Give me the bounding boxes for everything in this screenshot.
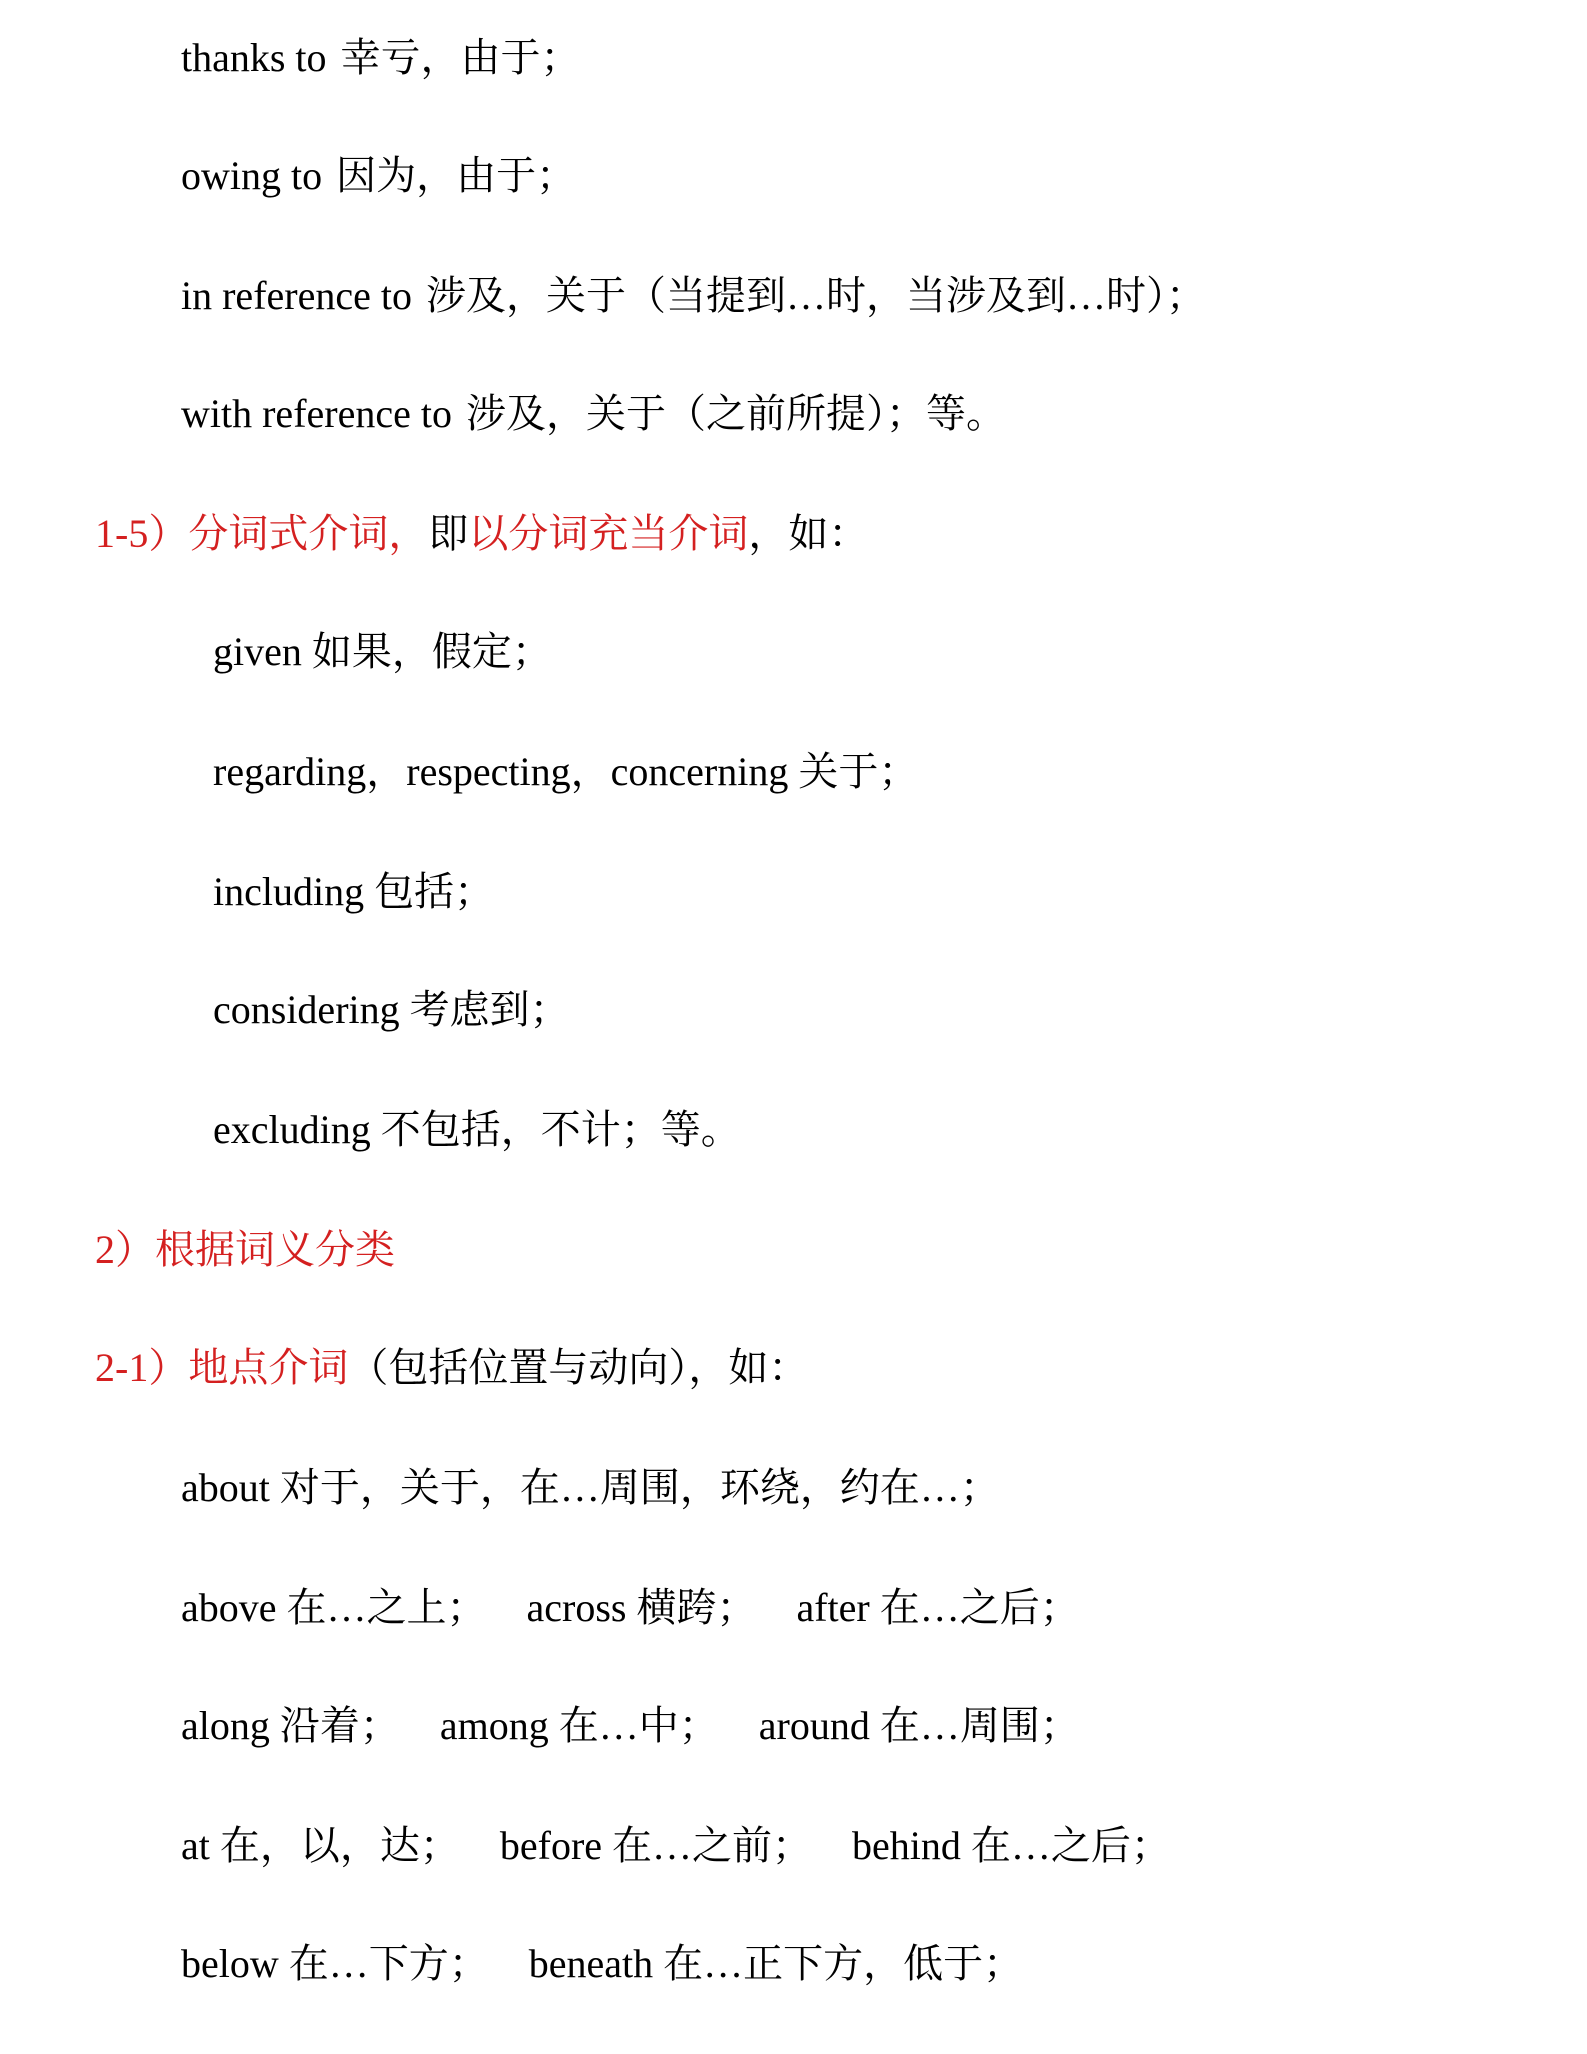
- vocab-meaning: 涉及，关于（之前所提）；等。: [465, 391, 1006, 436]
- vocab-entry-at: at 在，以，达；: [181, 1823, 460, 1868]
- vocab-entry: given 如果，假定；: [213, 629, 552, 674]
- heading-red-part-1: 1-5）分词式介词，: [95, 511, 429, 556]
- vocab-line-below-beneath: [0, 1940, 1023, 1988]
- vocab-entry-among: among 在…中；: [439, 1703, 719, 1748]
- vocab-entry-above: above 在…之上；: [181, 1585, 487, 1630]
- vocab-entry-across: across 横跨；: [526, 1585, 757, 1630]
- vocab-line-regarding: [0, 748, 918, 796]
- vocab-meaning: 因为，由于；: [336, 153, 577, 198]
- vocab-line-excluding: [0, 1106, 741, 1154]
- section-heading-2-1: [0, 1344, 808, 1392]
- heading-black-part-1: 即: [428, 511, 469, 556]
- heading-text: 2）根据词义分类: [95, 1227, 395, 1272]
- vocab-meaning: 幸亏，由于；: [340, 35, 581, 80]
- vocab-line-given: [0, 628, 552, 676]
- heading-black-part: （包括位置与动向），如：: [348, 1345, 809, 1390]
- vocab-line-owing-to: [0, 152, 576, 200]
- vocab-term: with reference to: [181, 391, 452, 436]
- vocab-line-at-before-behind: [0, 1822, 1171, 1870]
- vocab-entry-after: after 在…之后；: [796, 1585, 1080, 1630]
- vocab-line-above-across-after: [0, 1584, 1080, 1632]
- vocab-meaning: 涉及，关于（当提到…时，当涉及到…时）；: [425, 273, 1206, 318]
- vocab-entry: considering 考虑到；: [213, 987, 570, 1032]
- vocab-entry-beneath: beneath 在…正下方，低于；: [528, 1941, 1024, 1986]
- vocab-line-including: [0, 868, 494, 916]
- vocab-line-in-reference-to: [0, 272, 1206, 320]
- vocab-entry: regarding，respecting，concerning 关于；: [213, 749, 919, 794]
- vocab-entry-along: along 沿着；: [181, 1703, 400, 1748]
- vocab-entry: about 对于，关于，在…周围，环绕，约在…；: [181, 1465, 1000, 1510]
- vocab-term: owing to: [181, 153, 323, 198]
- vocab-line-with-reference-to: [0, 390, 1006, 438]
- heading-red-part-2: 以分词充当介词: [468, 511, 749, 556]
- vocab-line-about: [0, 1464, 1000, 1512]
- vocab-line-along-among-around: [0, 1702, 1080, 1750]
- vocab-entry-below: below 在…下方；: [181, 1941, 489, 1986]
- vocab-line-considering: [0, 986, 570, 1034]
- vocab-entry-before: before 在…之前；: [499, 1823, 813, 1868]
- section-heading-1-5: [0, 510, 868, 558]
- section-heading-2: [0, 1226, 395, 1274]
- vocab-entry-around: around 在…周围；: [758, 1703, 1080, 1748]
- vocab-line-thanks-to: [0, 34, 581, 82]
- vocab-term: in reference to: [181, 273, 412, 318]
- vocab-entry-behind: behind 在…之后；: [852, 1823, 1171, 1868]
- heading-red-part: 2-1）地点介词: [95, 1345, 349, 1390]
- vocab-entry: including 包括；: [213, 869, 495, 914]
- vocab-entry: excluding 不包括，不计；等。: [213, 1107, 741, 1152]
- vocab-term: thanks to: [181, 35, 327, 80]
- heading-black-part-2: ，如：: [748, 511, 869, 556]
